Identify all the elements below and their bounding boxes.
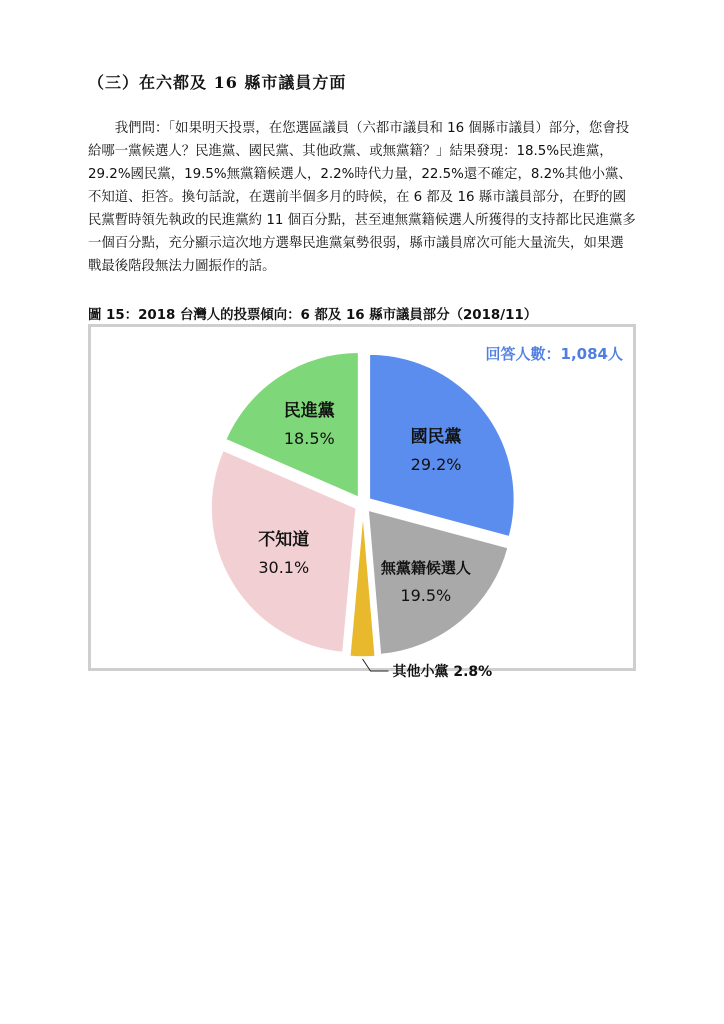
callout-leader-minor xyxy=(363,659,389,671)
pie-slice-shape-independent xyxy=(368,510,508,654)
slice-name-independent: 無黨籍候選人 xyxy=(380,559,471,578)
slice-value-unknown: 30.1% xyxy=(258,557,310,577)
pie-chart-frame xyxy=(88,324,636,680)
figure-caption: 圖 15：2018 台灣人的投票傾向：6 都及 16 縣市議員部分（2018/11） xyxy=(88,308,538,323)
paragraph-text: 我們問：「如果明天投票，在您選區議員（六都市議員和 16 個縣市議員）部分，您會投給哪一黨候選人？民進黨、國民黨、其他政黨、或無黨籍？」結果發現：18.5%民進黨，29.2%國民黨，19.5%無黨籍候選人，2.2%時代力量，22.5%還不確定，8.2%其他小黨、不知道、拒答。換句話說，在選前半個多月的時候，在 6 都及 16 縣市議員部分，在野的國民黨暫時領先執政的民進黨約 11 個百分點，甚至連無黨籍候選人所獲得的支持都比民進黨多一個百分點，充分顯示這次地方選舉民進黨氣勢很弱，縣市議員席次可能大量流失，如果選戰最後階段無法力圖振作的話。 xyxy=(88,121,636,274)
slice-value-dpp: 18.5% xyxy=(283,429,335,449)
slice-name-unknown: 不知道 xyxy=(258,529,310,550)
pie-slice-independent xyxy=(368,510,508,654)
slice-name-dpp: 民進黨 xyxy=(283,401,335,422)
respondents-count: 回答人數：1,084人 xyxy=(485,345,623,363)
slice-value-independent: 19.5% xyxy=(400,586,452,606)
body-paragraph xyxy=(88,117,636,278)
section-title: （三）在六都及 16 縣市議員方面 xyxy=(88,73,347,92)
slice-name-kmt: 國民黨 xyxy=(410,426,462,447)
slice-value-kmt: 29.2% xyxy=(410,454,462,474)
pie-chart xyxy=(91,327,633,680)
callout-label-minor: 其他小黨 2.8% xyxy=(392,663,493,680)
